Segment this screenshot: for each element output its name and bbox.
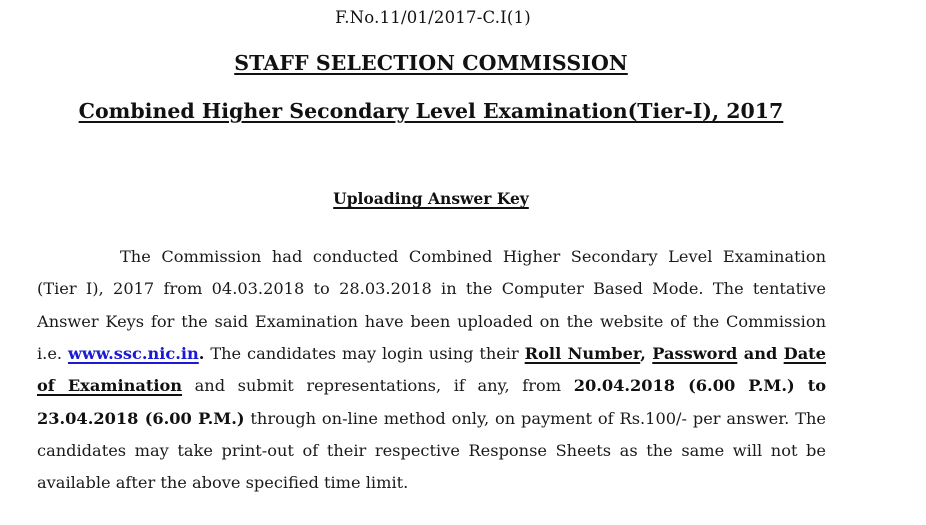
file-number: F.No.11/01/2017-C.I(1) — [335, 8, 531, 27]
date-of-examination-term: Date of Examination — [37, 344, 826, 396]
body-text-3: and submit representations, if any, from — [182, 376, 574, 396]
comma: , — [640, 344, 653, 364]
body-text-1: The Commission had conducted Combined Higher Secondary Level Examination (Tier I), 2017 from 04.03.2018 to 28.03.2018 in the Computer Based Mode. The tentative Answer Keys for the said Examination have been uploaded on the website of the Commission i.e. — [37, 247, 826, 364]
body-text-2: The candidates may login using their — [204, 344, 525, 364]
body-text-4: through on-line method only, on payment of Rs.100/- per answer. The candidates may take print-out of their respective Response Sheets as the same will not be available after the above specified time limit. — [37, 408, 826, 493]
body-period: . — [198, 344, 205, 364]
exam-title: Combined Higher Secondary Level Examination(Tier-I), 2017 — [78, 99, 784, 123]
organization-heading: STAFF SELECTION COMMISSION — [234, 51, 628, 75]
subject-heading: Uploading Answer Key — [333, 189, 529, 208]
and-word: and — [737, 344, 784, 364]
roll-number-term: Roll Number — [524, 344, 641, 364]
ssc-website-link[interactable]: www.ssc.nic.in — [67, 344, 199, 364]
representation-period: 20.04.2018 (6.00 P.M.) to 23.04.2018 (6.00 P.M.) — [37, 376, 826, 428]
password-term: Password — [652, 344, 738, 364]
notice-paragraph — [37, 241, 826, 499]
